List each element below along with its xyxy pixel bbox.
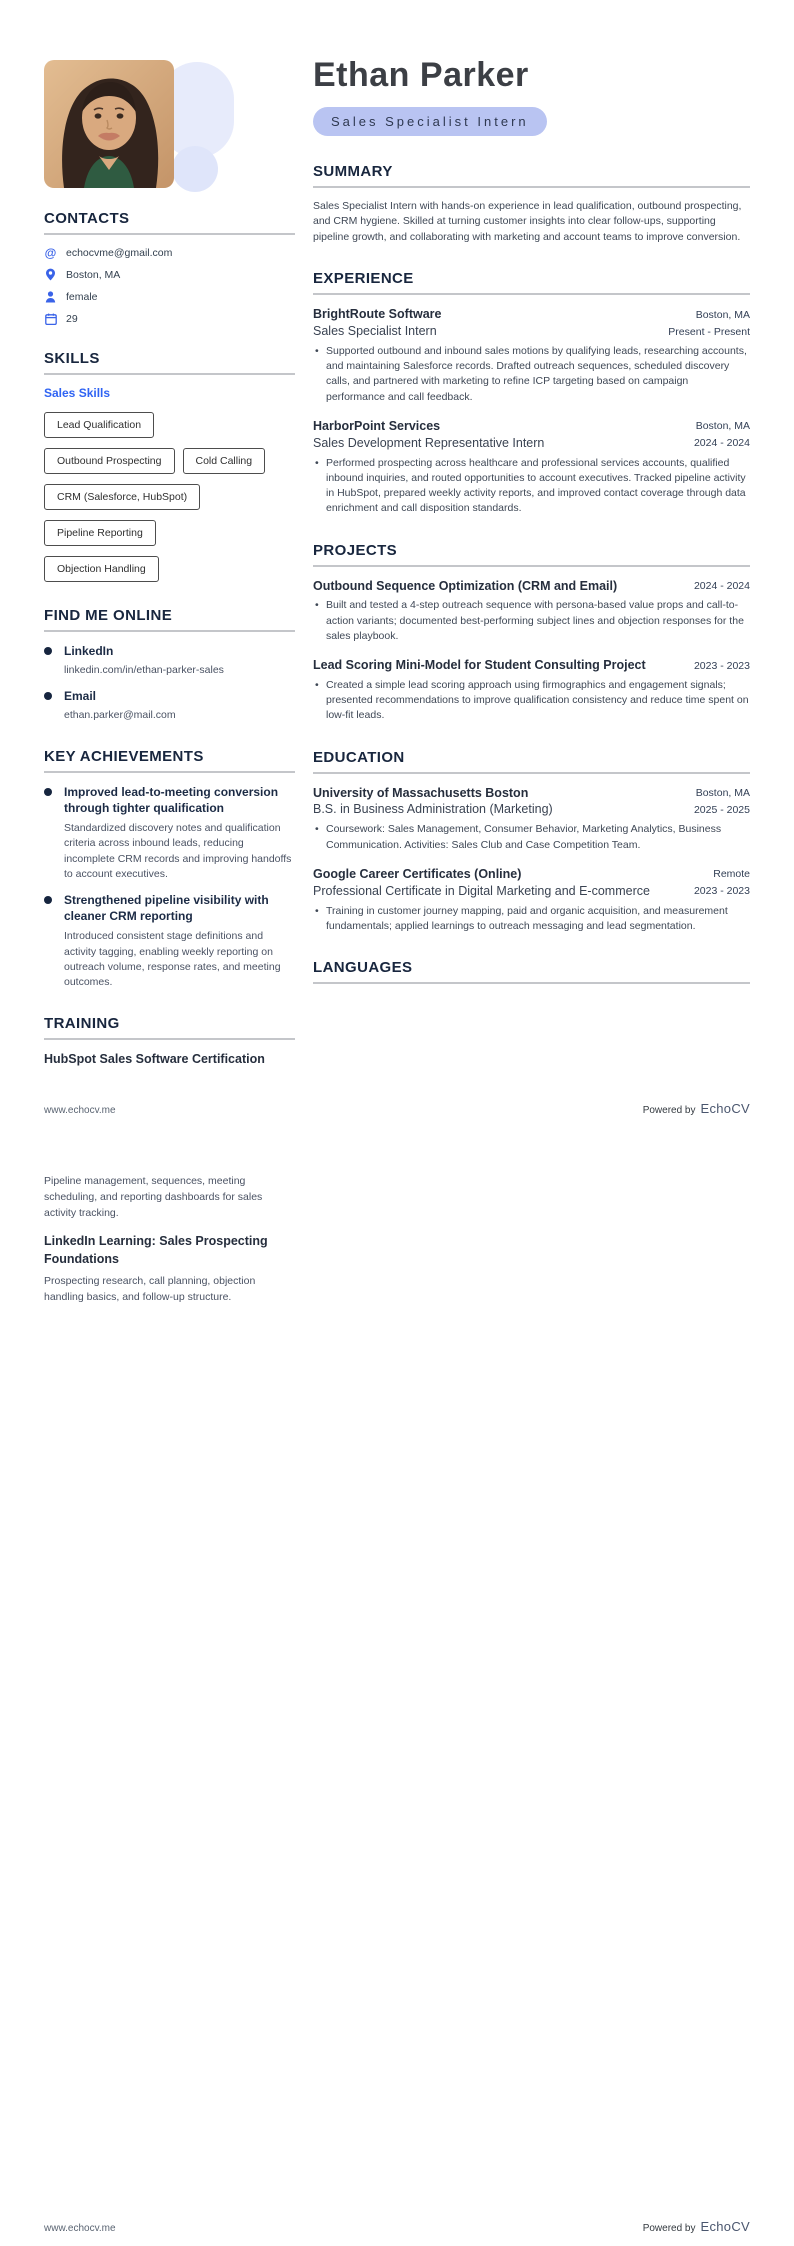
languages-heading: LANGUAGES	[313, 958, 413, 976]
degree-dates: 2025 - 2025	[693, 803, 750, 816]
school-name: Google Career Certificates (Online)	[313, 866, 522, 881]
page-footer	[44, 1101, 750, 1116]
email-address[interactable]: ethan.parker@mail.com	[64, 709, 176, 722]
section-divider	[313, 293, 750, 295]
training-section	[44, 1015, 295, 1069]
degree-name: Professional Certificate in Digital Marketing and E-commerce	[313, 883, 650, 898]
section-divider	[313, 982, 750, 984]
section-divider	[313, 565, 750, 567]
project-title: Lead Scoring Mini-Model for Student Consulting Project	[313, 658, 646, 673]
powered-by-text: Powered by	[642, 2223, 696, 2234]
training-item-description: Prospecting research, call planning, objection handling basics, and follow-up structure.	[44, 1275, 256, 1303]
training-item-title: HubSpot Sales Software Certification	[44, 1052, 265, 1067]
person-name: Ethan Parker	[313, 56, 529, 94]
contact-location: Boston, MA	[66, 268, 121, 281]
person-icon	[44, 290, 57, 303]
identity-header	[313, 58, 750, 136]
decorative-blob-small	[172, 146, 218, 192]
calendar-icon	[44, 312, 57, 325]
school-location: Boston, MA	[695, 787, 750, 800]
section-divider	[44, 373, 295, 375]
contact-row-email	[44, 246, 295, 259]
project-entry	[313, 657, 750, 724]
job-dates: Present - Present	[668, 325, 750, 338]
summary-section	[313, 163, 750, 246]
company-location: Boston, MA	[695, 308, 750, 321]
site-link[interactable]: www.echocv.me	[44, 2223, 116, 2234]
skill-chip: Objection Handling	[44, 556, 159, 582]
project-dates: 2024 - 2024	[693, 579, 750, 592]
location-icon	[44, 268, 57, 281]
company-name: HarborPoint Services	[313, 418, 441, 433]
section-divider	[313, 186, 750, 188]
section-divider	[44, 630, 295, 632]
contact-row-location	[44, 268, 295, 281]
company-name: BrightRoute Software	[313, 307, 442, 322]
profile-photo	[44, 60, 174, 188]
contact-email[interactable]: echocvme@gmail.com	[66, 246, 173, 259]
find-me-online-section	[44, 607, 295, 723]
project-title: Outbound Sequence Optimization (CRM and Email)	[313, 578, 618, 593]
echocv-logo: EchoCV	[700, 1101, 750, 1116]
linkedin-url[interactable]: linkedin.com/in/ethan-parker-sales	[64, 664, 224, 677]
contacts-section	[44, 210, 295, 325]
skills-section	[44, 350, 295, 582]
company-location: Boston, MA	[695, 420, 750, 433]
achievement-item	[44, 784, 295, 882]
project-bullet: • Created a simple lead scoring approach using firmographics and engagement signals; presented recommendations to improve qualification consistency and reduce time spent on low-fit leads.	[313, 678, 750, 724]
school-location: Remote	[713, 868, 750, 881]
languages-section	[313, 959, 750, 984]
job-title-badge: Sales Specialist Intern	[313, 107, 547, 136]
skill-chip: Pipeline Reporting	[44, 520, 156, 546]
education-heading: EDUCATION	[313, 748, 405, 766]
find-me-online-heading: FIND ME ONLINE	[44, 607, 173, 624]
contact-row-gender	[44, 290, 295, 303]
job-dates: 2024 - 2024	[693, 437, 750, 450]
key-achievements-section	[44, 748, 295, 991]
education-entry	[313, 866, 750, 934]
summary-heading: SUMMARY	[313, 162, 393, 180]
summary-text: Sales Specialist Intern with hands-on experience in lead qualification, outbound prospecting, and CRM hygiene. Skilled at turning customer insights into clear follow-ups, supporting pipeline growth, and collaborating with marketing and account teams to improve conversion.	[313, 199, 742, 243]
education-bullet: • Training in customer journey mapping, paid and organic acquisition, and measurement fundamentals; applied learnings to outreach messaging and lead segmentation.	[313, 904, 750, 934]
experience-entry	[313, 418, 750, 517]
online-label: LinkedIn	[64, 644, 114, 658]
page-footer	[44, 2219, 750, 2234]
section-divider	[44, 233, 295, 235]
skill-chip: Outbound Prospecting	[44, 448, 175, 474]
achievement-description: Introduced consistent stage definitions and activity tagging, enabling weekly reporting on outreach volume, response rates, and meeting outcomes.	[64, 930, 281, 989]
resume-page-2	[0, 1128, 794, 2246]
skill-chip: Lead Qualification	[44, 412, 154, 438]
achievement-title: Improved lead-to-meeting conversion through tighter qualification	[64, 784, 279, 815]
project-bullet: • Built and tested a 4-step outreach sequence with persona-based value props and call-to-action variants; documented best-performing subject lines and objection responses for the sales playbook.	[313, 598, 750, 644]
education-section	[313, 749, 750, 934]
left-column	[44, 58, 295, 1094]
section-divider	[44, 1038, 295, 1040]
training-continuation	[44, 1174, 295, 1306]
online-label: Email	[64, 688, 97, 703]
skill-chip: Cold Calling	[183, 448, 266, 474]
key-achievements-heading: KEY ACHIEVEMENTS	[44, 747, 204, 765]
achievement-item	[44, 892, 295, 990]
skill-chip: CRM (Salesforce, HubSpot)	[44, 484, 200, 510]
education-bullet: • Coursework: Sales Management, Consumer Behavior, Marketing Analytics, Business Communication. Activities: Sales Club and Case Competition Team.	[313, 822, 750, 852]
project-dates: 2023 - 2023	[693, 659, 750, 672]
training-item-title: LinkedIn Learning: Sales Prospecting Foundations	[44, 1234, 268, 1266]
section-divider	[313, 772, 750, 774]
experience-heading: EXPERIENCE	[313, 270, 414, 288]
experience-section	[313, 270, 750, 516]
school-name: University of Massachusetts Boston	[313, 785, 529, 800]
contact-gender: female	[66, 290, 98, 303]
online-item-linkedin	[44, 643, 295, 678]
right-column	[313, 58, 750, 1094]
section-divider	[44, 771, 295, 773]
achievement-title: Strengthened pipeline visibility with cleaner CRM reporting	[64, 893, 269, 924]
contacts-heading: CONTACTS	[44, 210, 130, 227]
site-link[interactable]: www.echocv.me	[44, 1105, 116, 1116]
photo-block	[44, 58, 295, 190]
job-role: Sales Specialist Intern	[313, 324, 437, 339]
bullet-dot-icon	[44, 647, 52, 655]
projects-heading: PROJECTS	[313, 541, 398, 559]
echocv-logo: EchoCV	[700, 2219, 750, 2234]
education-entry	[313, 785, 750, 853]
projects-section	[313, 542, 750, 724]
project-entry	[313, 578, 750, 645]
job-role: Sales Development Representative Intern	[313, 435, 545, 450]
experience-bullet: • Supported outbound and inbound sales motions by qualifying leads, researching accounts, and maintaining Salesforce records. Drafted outreach sequences, scheduled discovery calls, and partnered with marketing to refine ICP targeting based on campaign performance and call feedback.	[313, 344, 750, 405]
experience-bullet: • Performed prospecting across healthcare and professional services accounts, qualified inbound inquiries, and routed opportunities to account executives. Tracked pipeline activity in HubSpot, prepared weekly activity reports, and improved contact coverage through data enrichment and call disposition standards.	[313, 456, 750, 517]
experience-entry	[313, 306, 750, 405]
degree-dates: 2023 - 2023	[693, 885, 750, 898]
training-heading: TRAINING	[44, 1015, 120, 1033]
contact-row-age	[44, 312, 295, 325]
bullet-dot-icon	[44, 896, 52, 904]
at-icon: @	[44, 245, 57, 260]
bullet-dot-icon	[44, 692, 52, 700]
skills-heading: SKILLS	[44, 350, 100, 367]
powered-by-text: Powered by	[642, 1105, 696, 1116]
skills-group-label: Sales Skills	[44, 386, 111, 400]
bullet-dot-icon	[44, 788, 52, 796]
achievement-description: Standardized discovery notes and qualification criteria across inbound leads, reducing incomplete CRM records and improving handoffs to account executives.	[64, 822, 292, 880]
contact-age: 29	[66, 312, 78, 325]
degree-name: B.S. in Business Administration (Marketing)	[313, 802, 553, 817]
training-item-description: Pipeline management, sequences, meeting scheduling, and reporting dashboards for sales activity tracking.	[44, 1175, 263, 1219]
online-item-email	[44, 688, 295, 723]
